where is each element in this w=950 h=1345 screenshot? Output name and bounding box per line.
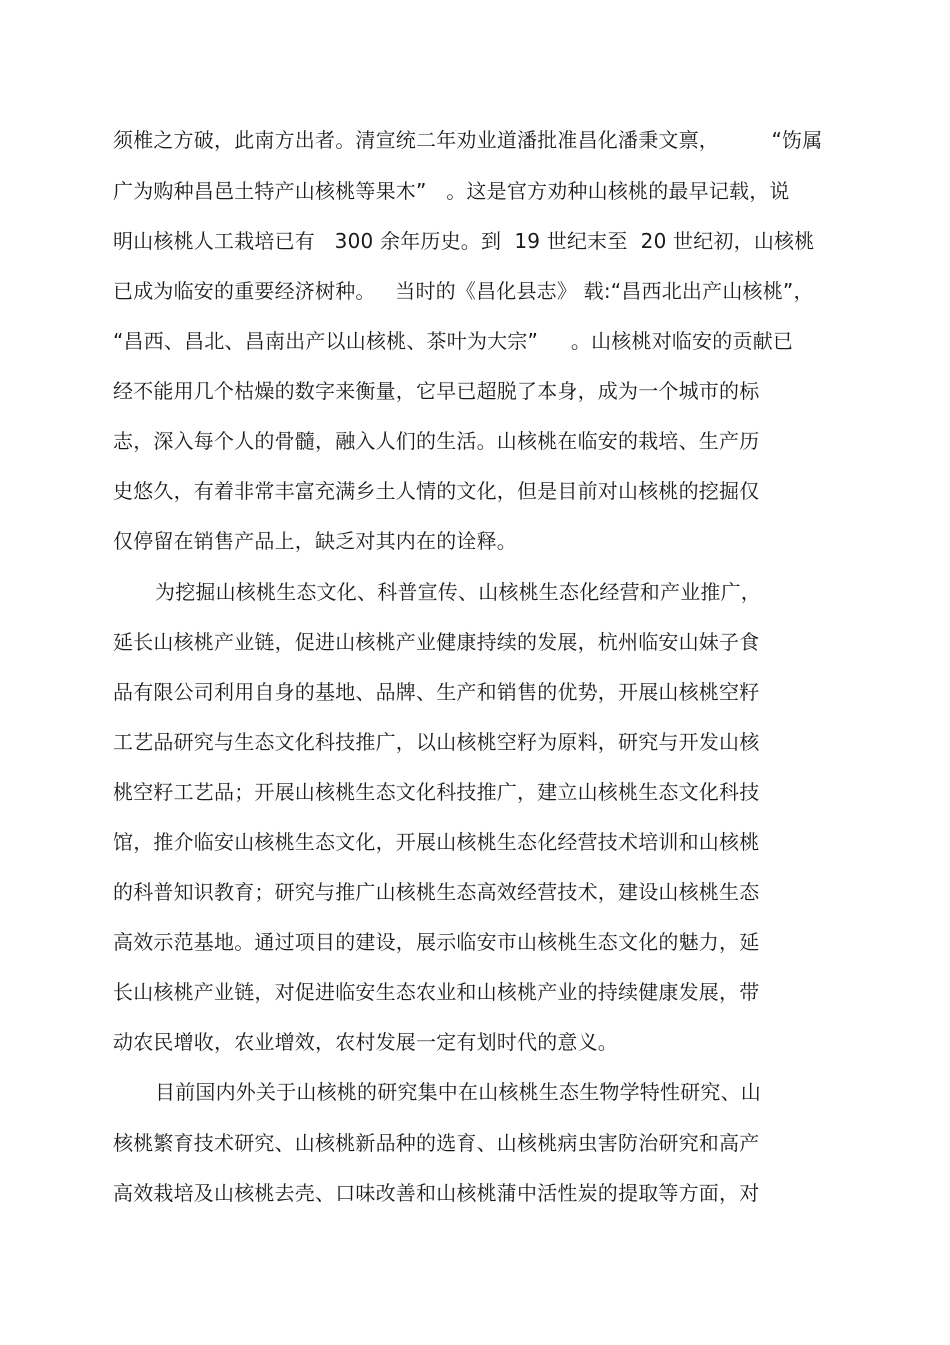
text-line: 广为购种昌邑土特产山核桃等果木” 。这是官方劝种山核桃的最早记载，说 <box>113 179 790 203</box>
text-line: 明山核桃人工栽培已有 300 余年历史。到 19 世纪末至 20 世纪初，山核桃 <box>113 229 815 253</box>
text-line: “昌西、昌北、昌南出产以山核桃、茶叶为大宗” 。山核桃对临安的贡献已 <box>113 329 794 353</box>
text-line: 目前国内外关于山核桃的研究集中在山核桃生态生物学特性研究、山 <box>155 1080 761 1104</box>
text-line: 长山核桃产业链，对促进临安生态农业和山核桃产业的持续健康发展，带 <box>113 980 760 1004</box>
text-line: 桃空籽工艺品；开展山核桃生态文化科技推广，建立山核桃生态文化科技 <box>113 780 760 804</box>
text-line: 史悠久，有着非常丰富充满乡土人情的文化，但是目前对山核桃的挖掘仅 <box>113 479 760 503</box>
text-line: 高效示范基地。通过项目的建设，展示临安市山核桃生态文化的魅力，延 <box>113 930 760 954</box>
text-line: 馆，推介临安山核桃生态文化，开展山核桃生态化经营技术培训和山核桃 <box>113 830 760 854</box>
text-line: 须椎之方破，此南方出者。清宣统二年劝业道潘批准昌化潘秉文禀， “饬属 <box>113 128 823 152</box>
text-line: 延长山核桃产业链，促进山核桃产业健康持续的发展，杭州临安山妹子食 <box>113 630 760 654</box>
text-line: 高效栽培及山核桃去壳、口味改善和山核桃蒲中活性炭的提取等方面，对 <box>113 1181 760 1205</box>
text-line: 核桃繁育技术研究、山核桃新品种的选育、山核桃病虫害防治研究和高产 <box>113 1131 760 1155</box>
text-line: 的科普知识教育；研究与推广山核桃生态高效经营技术，建设山核桃生态 <box>113 880 760 904</box>
text-line: 仅停留在销售产品上，缺乏对其内在的诠释。 <box>113 529 517 553</box>
text-line: 工艺品研究与生态文化科技推广，以山核桃空籽为原料，研究与开发山核 <box>113 730 760 754</box>
text-line: 动农民增收，农业增效，农村发展一定有划时代的意义。 <box>113 1030 618 1054</box>
text-line: 经不能用几个枯燥的数字来衡量，它早已超脱了本身，成为一个城市的标 <box>113 379 760 403</box>
text-line: 为挖掘山核桃生态文化、科普宣传、山核桃生态化经营和产业推广， <box>155 580 761 604</box>
text-line: 品有限公司利用自身的基地、品牌、生产和销售的优势，开展山核桃空籽 <box>113 680 760 704</box>
text-line: 已成为临安的重要经济树种。 当时的《昌化县志》 载:“昌西北出产山核桃”， <box>113 279 814 303</box>
text-line: 志，深入每个人的骨髓，融入人们的生活。山核桃在临安的栽培、生产历 <box>113 429 760 453</box>
